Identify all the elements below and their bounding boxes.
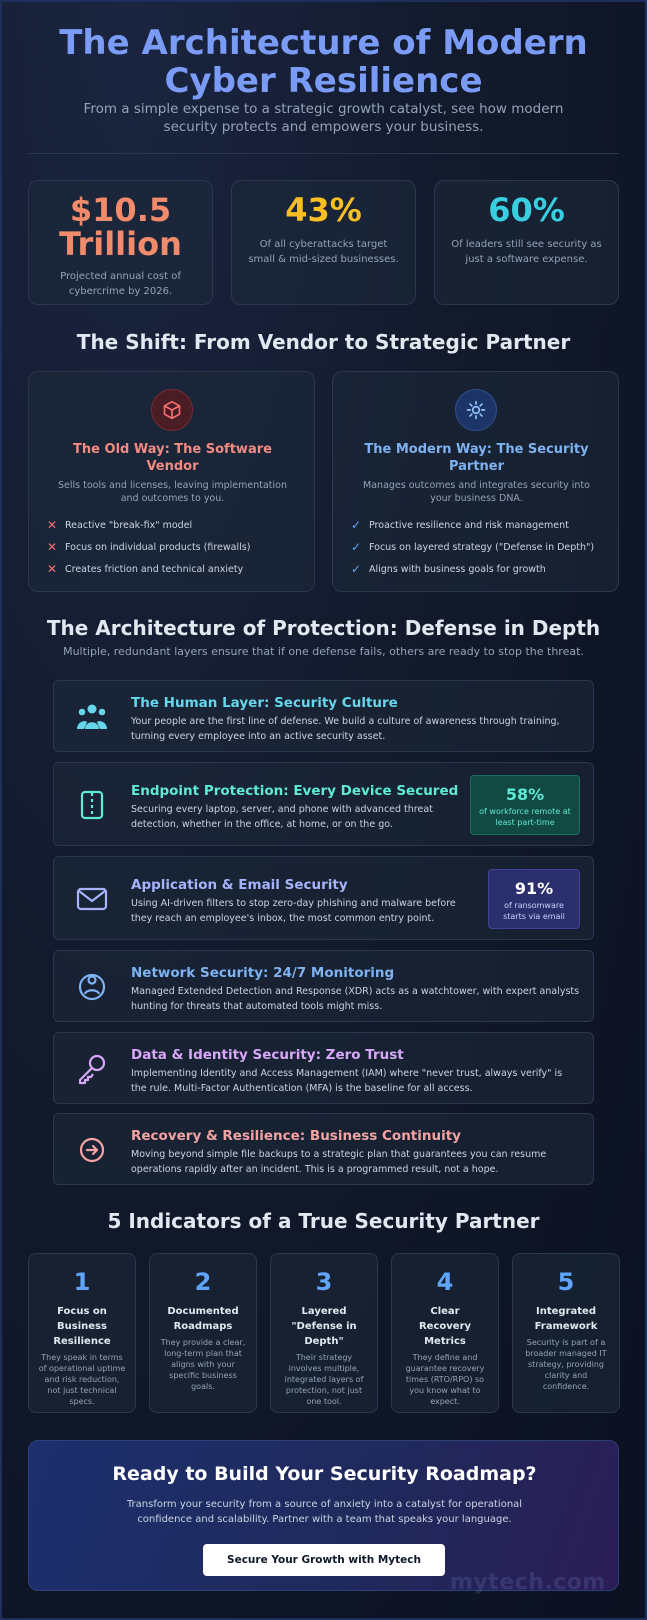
indicator-title: Layered "Defense in Depth" bbox=[291, 1306, 357, 1347]
cube-icon bbox=[151, 389, 193, 431]
layer-stat-value: 58% bbox=[505, 785, 545, 804]
x-icon: ✕ bbox=[47, 562, 58, 576]
cta-text: Transform your security from a source of anxiety into a catalyst for operational confidence and scalability. Partner with a team that speaks your language. bbox=[126, 1499, 523, 1525]
indicator-card-3 bbox=[270, 1253, 378, 1413]
mail-icon bbox=[74, 881, 110, 917]
indicator-number: 1 bbox=[73, 1268, 91, 1296]
indicator-description: Their strategy involves multiple, integrated layers of protection, not just one tool. bbox=[284, 1353, 364, 1406]
layer-stat-ransomware bbox=[488, 869, 580, 929]
indicator-description: They speak in terms of operational uptime and risk reduction, not just technical specs. bbox=[38, 1353, 126, 1406]
layer-description: Your people are the first line of defense. We build a culture of awareness through training, turning every employee into an active security asset. bbox=[131, 716, 560, 742]
check-icon: ✓ bbox=[351, 540, 362, 554]
layer-card-network bbox=[53, 950, 594, 1022]
stat-value bbox=[29, 193, 212, 261]
stat-card-smb-attacks bbox=[231, 180, 416, 305]
layer-card-human bbox=[53, 680, 594, 752]
indicator-number: 2 bbox=[194, 1268, 212, 1296]
indicator-title: Clear Recovery Metrics bbox=[418, 1306, 472, 1347]
page-subtitle: From a simple expense to a strategic growth catalyst, see how modern security protects and empowers your business. bbox=[83, 101, 564, 135]
network-icon bbox=[74, 969, 110, 1005]
stat-card-leaders-view bbox=[434, 180, 619, 305]
cta-title: Ready to Build Your Security Roadmap? bbox=[112, 1463, 537, 1485]
layer-description: Moving beyond simple file backups to a strategic plan that guarantees you can resume operations rapidly after an incident. This is a programmed result, not a hope. bbox=[131, 1149, 547, 1175]
old-way-description: Sells tools and licenses, leaving implementation and outcomes to you. bbox=[57, 480, 288, 504]
layer-description: Managed Extended Detection and Response (XDR) acts as a watchtower, with expert analysts hunting for threats that automated tools might miss. bbox=[131, 986, 580, 1012]
check-icon: ✓ bbox=[351, 518, 362, 532]
list-item-label: Focus on individual products (firewalls) bbox=[65, 541, 251, 553]
stat-description: Of all cyberattacks target small & mid-sized businesses. bbox=[248, 239, 399, 265]
list-item bbox=[351, 536, 611, 558]
indicator-number: 4 bbox=[436, 1268, 454, 1296]
indicator-title: Integrated Framework bbox=[534, 1306, 598, 1332]
layer-title: The Human Layer: Security Culture bbox=[131, 695, 398, 711]
list-item-label: Creates friction and technical anxiety bbox=[65, 563, 244, 575]
gear-icon bbox=[455, 389, 497, 431]
section-title-defense: The Architecture of Protection: Defense in Depth bbox=[46, 616, 601, 640]
list-item-label: Focus on layered strategy ("Defense in Depth") bbox=[369, 541, 595, 553]
stat-description: Projected annual cost of cybercrime by 2026. bbox=[60, 271, 181, 297]
layer-title: Network Security: 24/7 Monitoring bbox=[131, 965, 395, 981]
list-item bbox=[351, 558, 611, 580]
list-item bbox=[351, 514, 611, 536]
modern-way-list bbox=[351, 514, 611, 580]
indicator-card-5 bbox=[512, 1253, 620, 1413]
list-item bbox=[47, 558, 307, 580]
layer-stat-label: of ransomware starts via email bbox=[503, 901, 565, 921]
indicator-card-4 bbox=[391, 1253, 499, 1413]
layer-title: Data & Identity Security: Zero Trust bbox=[131, 1047, 404, 1063]
modern-way-card bbox=[332, 371, 619, 592]
indicator-title: Focus on Business Resilience bbox=[53, 1306, 111, 1347]
list-item-label: Reactive "break-fix" model bbox=[65, 519, 193, 531]
old-way-title: The Old Way: The Software Vendor bbox=[73, 442, 272, 474]
page-title bbox=[0, 24, 647, 100]
page-title-line-1: The Architecture of Modern bbox=[59, 23, 588, 63]
watermark-logo: mytech.com bbox=[450, 1570, 606, 1595]
section-subtitle-defense: Multiple, redundant layers ensure that if one defense fails, others are ready to stop the threat. bbox=[63, 645, 584, 658]
stat-value: 60% bbox=[488, 191, 565, 229]
layer-description: Implementing Identity and Access Management (IAM) where "never trust, always verify" is the rule. Multi-Factor Authentication (MFA) is the baseline for all access. bbox=[131, 1068, 563, 1094]
layer-description: Using AI-driven filters to stop zero-day phishing and malware before they reach an employee's inbox, the most common entry point. bbox=[131, 898, 456, 924]
section-title-shift: The Shift: From Vendor to Strategic Partner bbox=[76, 330, 571, 354]
indicator-card-2 bbox=[149, 1253, 257, 1413]
layer-card-email bbox=[53, 856, 594, 940]
layer-card-recovery bbox=[53, 1113, 594, 1185]
layer-title: Application & Email Security bbox=[131, 877, 348, 893]
layer-title: Recovery & Resilience: Business Continuity bbox=[131, 1128, 461, 1144]
page-title-line-2: Cyber Resilience bbox=[164, 61, 483, 101]
indicator-description: They define and guarantee recovery times (RTO/RPO) so you know what to expect. bbox=[405, 1353, 485, 1406]
list-item bbox=[47, 514, 307, 536]
list-item-label: Aligns with business goals for growth bbox=[369, 563, 546, 575]
section-title-indicators: 5 Indicators of a True Security Partner bbox=[107, 1209, 540, 1233]
indicator-card-1 bbox=[28, 1253, 136, 1413]
list-item-label: Proactive resilience and risk management bbox=[369, 519, 569, 531]
x-icon: ✕ bbox=[47, 540, 58, 554]
stat-value: 43% bbox=[285, 191, 362, 229]
indicator-number: 3 bbox=[315, 1268, 333, 1296]
users-icon bbox=[74, 699, 110, 735]
layer-description: Securing every laptop, server, and phone with advanced threat detection, whether in the office, at home, or on the go. bbox=[131, 804, 433, 830]
recovery-icon bbox=[74, 1132, 110, 1168]
stat-card-cybercrime-cost bbox=[28, 180, 213, 305]
cta-banner bbox=[28, 1440, 619, 1591]
layer-card-endpoint bbox=[53, 762, 594, 846]
old-way-card bbox=[28, 371, 315, 592]
indicator-description: Security is part of a broader managed IT strategy, providing clarity and confidence. bbox=[525, 1338, 607, 1391]
layer-title: Endpoint Protection: Every Device Secured bbox=[131, 783, 459, 799]
header-divider bbox=[28, 153, 619, 154]
key-icon bbox=[74, 1051, 110, 1087]
stat-description: Of leaders still see security as just a software expense. bbox=[451, 239, 602, 265]
indicator-description: They provide a clear, long-term plan that aligns with your specific business goals. bbox=[160, 1338, 246, 1391]
layer-stat-value: 91% bbox=[514, 879, 554, 898]
indicator-number: 5 bbox=[557, 1268, 575, 1296]
x-icon: ✕ bbox=[47, 518, 58, 532]
stat-value-line-2: Trillion bbox=[59, 225, 182, 263]
modern-way-description: Manages outcomes and integrates security into your business DNA. bbox=[363, 480, 590, 504]
modern-way-title: The Modern Way: The Security Partner bbox=[364, 442, 589, 474]
layer-stat-label: of workforce remote at least part-time bbox=[479, 807, 571, 827]
old-way-list bbox=[47, 514, 307, 580]
device-icon bbox=[74, 787, 110, 823]
layer-stat-remote-workforce bbox=[470, 775, 580, 835]
stat-value-line-1: $10.5 bbox=[69, 191, 172, 229]
check-icon: ✓ bbox=[351, 562, 362, 576]
indicator-title: Documented Roadmaps bbox=[167, 1306, 239, 1332]
layer-card-identity bbox=[53, 1032, 594, 1104]
secure-growth-button[interactable]: Secure Your Growth with Mytech bbox=[203, 1544, 445, 1576]
list-item bbox=[47, 536, 307, 558]
